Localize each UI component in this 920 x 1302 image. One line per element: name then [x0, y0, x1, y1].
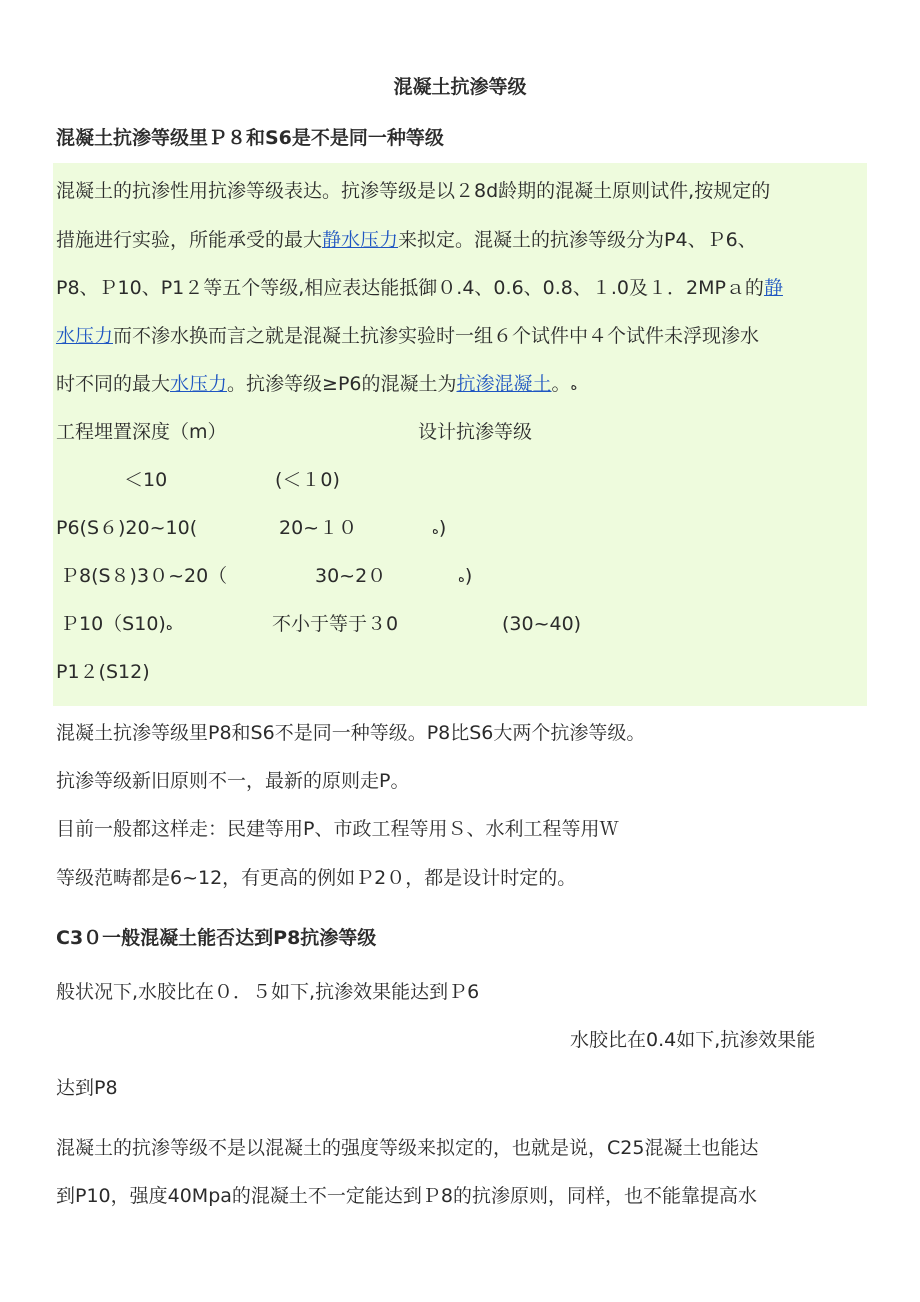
- tab-mark: ﻩ: [432, 523, 439, 538]
- hydrostatic-pressure-link-2b[interactable]: 水压力: [56, 325, 114, 347]
- question-heading-2: C3０一般混凝土能否达到P8抗渗等级: [56, 927, 377, 949]
- paragraph-line: 般状况下,水胶比在０．５如下,抗渗效果能达到Ｐ6: [56, 981, 480, 1003]
- hydrostatic-pressure-link-2a[interactable]: 静: [763, 277, 783, 299]
- paragraph-line: 目前一般都这样走：民建等用P、市政工程等用Ｓ、水利工程等用Ｗ: [56, 818, 619, 840]
- impermeable-concrete-link[interactable]: 抗渗混凝土: [456, 373, 552, 395]
- question-heading-1: 混凝土抗渗等级里Ｐ８和S6是不是同一种等级: [56, 127, 444, 149]
- paragraph-line: 等级范畴都是6~12，有更高的例如Ｐ2０，都是设计时定的。: [56, 867, 577, 889]
- paragraph-line: 达到P8: [56, 1077, 118, 1099]
- table-cell: [458, 564, 472, 591]
- box-line-3-text: P8、Ｐ10、P1２等五个等级,相应表达能抵御０.4、0.6、0.8、１.0及１．2MPａ的: [56, 277, 764, 299]
- table-cell: P1２(S12): [56, 661, 150, 683]
- box-line-5-text-b: 。抗渗等级≥P6的混凝土为: [227, 373, 457, 395]
- table-cell: Ｐ8(S８)3０~20（: [60, 565, 228, 587]
- box-line-5-text-c: 。: [551, 373, 571, 395]
- table-cell: ＜10: [124, 469, 168, 491]
- table-cell: 30~2０: [315, 565, 387, 587]
- box-line-4-text: 而不渗水换而言之就是混凝土抗渗实验时一组６个试件中４个试件未浮现渗水: [113, 325, 760, 347]
- table-cell-text: Ｐ10（S10): [60, 613, 166, 635]
- table-cell: [432, 516, 446, 543]
- table-cell: P6(S６)20~10(: [56, 517, 198, 539]
- table-cell: (30~40): [502, 613, 582, 635]
- table-header-grade: 设计抗渗等级: [418, 421, 533, 443]
- hydrostatic-pressure-link[interactable]: 静水压力: [322, 229, 399, 251]
- box-line-4: [56, 324, 759, 348]
- tab-mark: ﻩ: [165, 619, 173, 634]
- box-line-5-text: 时不同的最大: [56, 373, 171, 395]
- paragraph-line: 抗渗等级新旧原则不一，最新的原则走P。: [56, 770, 410, 792]
- table-cell: (＜１0): [275, 469, 340, 491]
- box-line-1: 混凝土的抗渗性用抗渗等级表达。抗渗等级是以２8d龄期的混凝土原则试件,按规定的: [56, 180, 771, 202]
- table-cell: 20~１０: [279, 517, 358, 539]
- table-header-depth: 工程埋置深度（m）: [56, 421, 227, 443]
- paragraph-line: 到P10，强度40Mpa的混凝土不一定能达到Ｐ8的抗渗原则，同样，也不能靠提高水: [56, 1185, 757, 1207]
- table-cell-text: ): [438, 517, 447, 539]
- paragraph-line: 水胶比在0.4如下,抗渗效果能: [570, 1029, 816, 1051]
- page-title: 混凝土抗渗等级: [393, 76, 527, 98]
- paragraph-line: 混凝土抗渗等级里P8和S6不是同一种等级。P8比S6大两个抗渗等级。: [56, 722, 646, 744]
- table-cell: [60, 612, 173, 639]
- tab-mark: ﻩ: [570, 379, 578, 394]
- box-line-3: [56, 276, 783, 300]
- box-line-5: [56, 372, 577, 399]
- box-line-2-text: 措施进行实验，所能承受的最大: [56, 229, 323, 251]
- paragraph-line: 混凝土的抗渗等级不是以混凝土的强度等级来拟定的，也就是说，C25混凝土也能达: [56, 1137, 759, 1159]
- water-pressure-link[interactable]: 水压力: [170, 373, 228, 395]
- box-line-2-text-b: 来拟定。混凝土的抗渗等级分为P4、Ｐ6、: [398, 229, 757, 251]
- tab-mark: ﻩ: [458, 571, 465, 586]
- table-cell-text: ): [464, 565, 473, 587]
- box-line-2: [56, 228, 757, 252]
- table-cell: 不小于等于３0: [272, 613, 399, 635]
